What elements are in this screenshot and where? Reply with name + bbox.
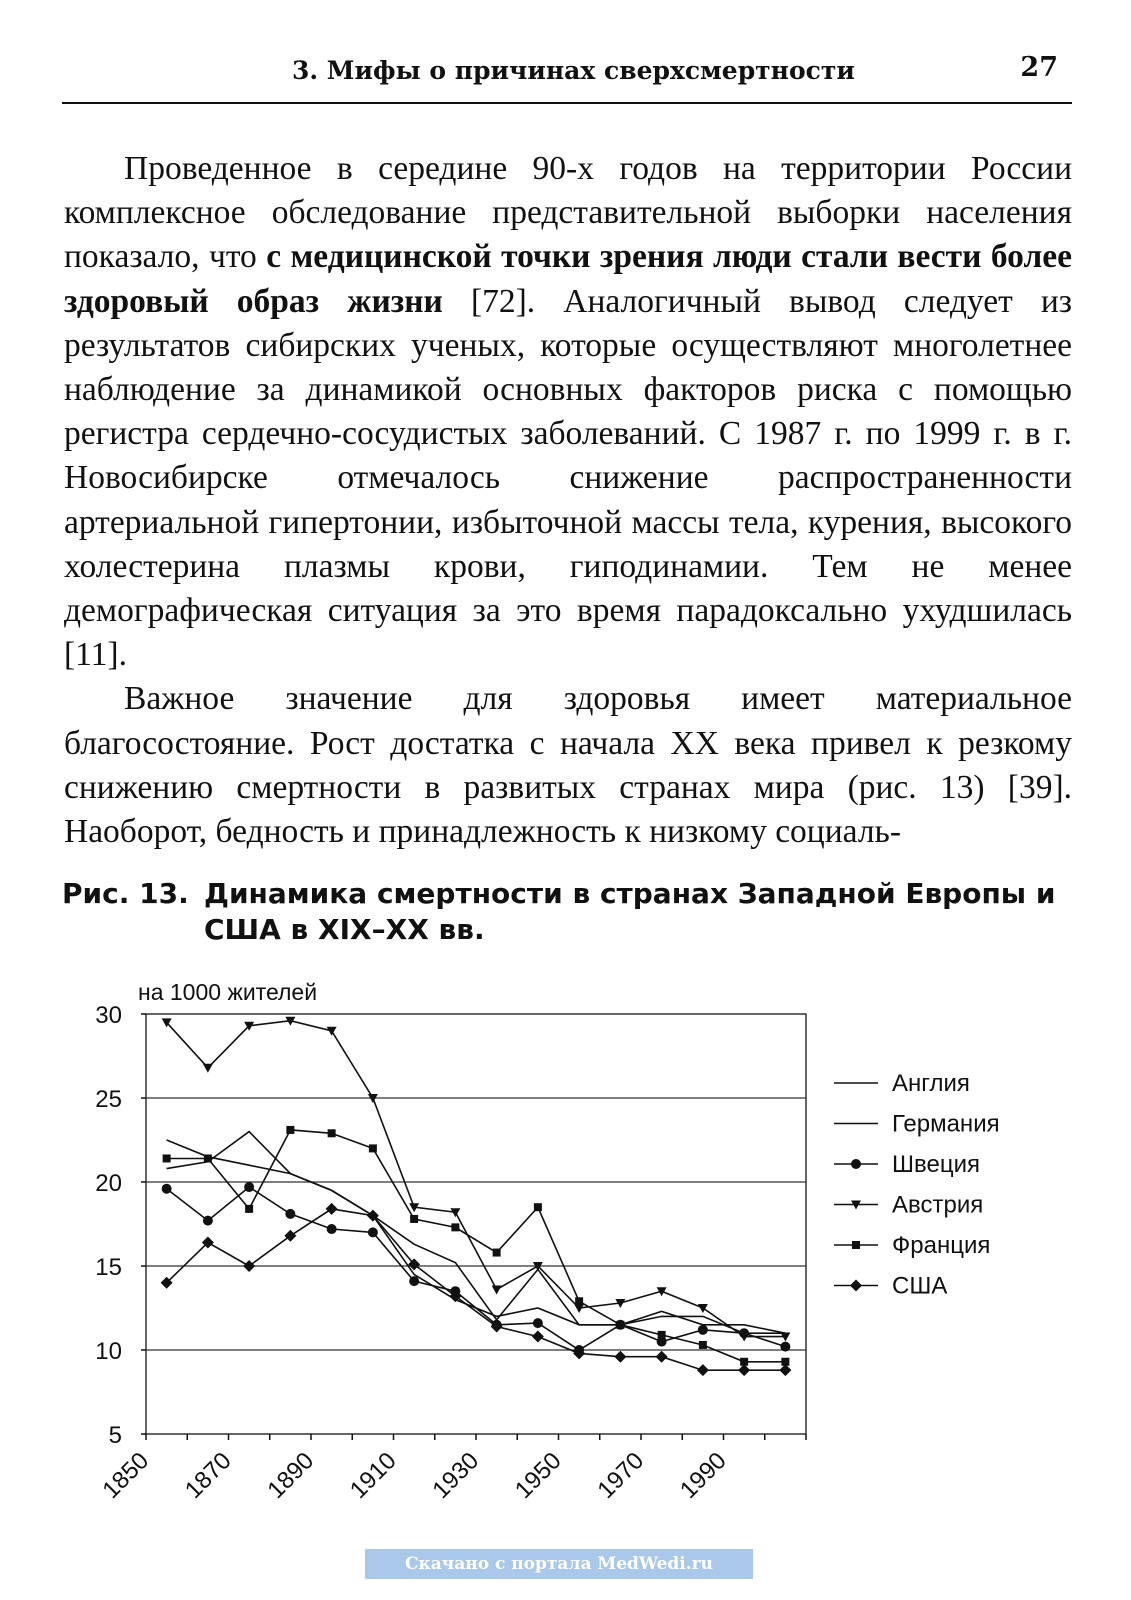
paragraph-1-start: Проведенное в середине 90-х годов на территории России комплексное обследование представительной выборки населения показало, что: [64, 150, 1072, 276]
paragraph-2: Важное значение для здоровья имеет материальное благосостояние. Рост достатка с начала XX века привел к резкому снижению смертности в развитых странах мира (рис. 13) [39]. Наоборот, бедность и принадлежность к низкому социаль-: [64, 680, 1072, 851]
data-point: [493, 1249, 501, 1257]
data-point: [286, 1126, 294, 1134]
x-tick-label: 1870: [179, 1447, 237, 1504]
series-line: [167, 1209, 786, 1370]
data-point: [575, 1297, 583, 1305]
data-point: [698, 1325, 708, 1335]
data-point: [244, 1182, 254, 1192]
data-point: [534, 1203, 542, 1211]
legend-label: Германия: [892, 1110, 1000, 1138]
x-tick-label: 1990: [674, 1447, 732, 1504]
data-point: [574, 1304, 584, 1313]
data-point: [656, 1351, 668, 1363]
y-tick-label: 30: [95, 1002, 122, 1029]
data-point: [779, 1364, 791, 1376]
data-point: [245, 1205, 253, 1213]
series-4: [162, 1017, 791, 1342]
legend-label: Франция: [892, 1232, 991, 1259]
x-tick-label: 1950: [509, 1447, 567, 1504]
y-tick-label: 10: [95, 1338, 122, 1365]
y-tick-label: 5: [108, 1422, 122, 1449]
legend-label: Австрия: [892, 1191, 984, 1219]
legend-label: США: [892, 1272, 948, 1300]
series-5: [163, 1126, 790, 1366]
data-point: [369, 1144, 377, 1152]
data-point: [284, 1230, 296, 1242]
data-point: [532, 1331, 544, 1343]
legend-marker: [851, 1159, 861, 1169]
series-3: [162, 1182, 791, 1355]
data-point: [780, 1342, 790, 1352]
data-point: [163, 1154, 171, 1162]
paragraph-1-end: [72]. Аналогичный вывод следует из результатов сибирских ученых, которые осуществляют многолетнее наблюдение за динамикой основных факторов риска с помощью регистра сердечно-сосудистых заболеваний. С 1987 г. по 1999 г. в г. Новосибирске отмечалось снижение распространенности артериальной гипертонии, избыточной массы тела, курения, высокого холестерина плазмы крови, гиподинамии. Тем не менее демографическая ситуация за это время парадоксально ухудшилась [11].: [64, 282, 1072, 674]
data-point: [698, 1304, 708, 1313]
chart-legend: [834, 1070, 1000, 1300]
data-point: [327, 1224, 337, 1234]
series-line: [167, 1021, 786, 1337]
data-point: [285, 1209, 295, 1219]
paragraph-1-emphasis: с медицинской точки зрения люди стали вести более здоровый образ жизни: [64, 238, 1072, 320]
chapter-title: 3. Мифы о причинах сверхсмертности: [292, 56, 855, 85]
x-tick-label: 1930: [427, 1447, 485, 1504]
data-point: [328, 1129, 336, 1137]
data-point: [738, 1364, 750, 1376]
data-point: [409, 1276, 419, 1286]
y-tick-label: 20: [95, 1170, 122, 1197]
y-axis-label: на 1000 жителей: [138, 979, 318, 1005]
legend-marker: [852, 1241, 860, 1249]
data-point: [533, 1318, 543, 1328]
data-point: [451, 1223, 459, 1231]
legend-marker: [850, 1280, 862, 1292]
data-point: [326, 1203, 338, 1215]
x-tick-label: 1910: [344, 1447, 402, 1504]
data-point: [410, 1215, 418, 1223]
legend-label: Англия: [892, 1070, 970, 1097]
data-point: [616, 1321, 624, 1329]
series-line: [167, 1130, 786, 1362]
data-point: [614, 1351, 626, 1363]
data-point: [492, 1286, 502, 1295]
data-point: [204, 1154, 212, 1162]
x-tick-label: 1890: [262, 1447, 320, 1504]
data-point: [203, 1064, 213, 1073]
page-number: 27: [1020, 52, 1058, 83]
data-point: [697, 1364, 709, 1376]
x-tick-label: 1850: [97, 1447, 155, 1504]
y-tick-label: 25: [95, 1086, 122, 1113]
data-point: [699, 1341, 707, 1349]
watermark-banner: Скачано с портала MedWedi.ru: [365, 1549, 753, 1579]
data-point: [203, 1216, 213, 1226]
legend-label: Швеция: [892, 1151, 980, 1178]
data-point: [243, 1260, 255, 1272]
figure-number: Рис. 13.: [62, 877, 189, 910]
data-point: [450, 1208, 460, 1217]
series-line: [167, 1187, 786, 1350]
data-point: [327, 1027, 337, 1036]
y-tick-label: 15: [95, 1254, 122, 1281]
data-point: [368, 1227, 378, 1237]
data-point: [658, 1331, 666, 1339]
figure-title: Динамика смертности в странах Западной Европы и США в XIX–XX вв.: [204, 877, 1056, 946]
x-tick-label: 1970: [592, 1447, 650, 1504]
data-point: [162, 1184, 172, 1194]
